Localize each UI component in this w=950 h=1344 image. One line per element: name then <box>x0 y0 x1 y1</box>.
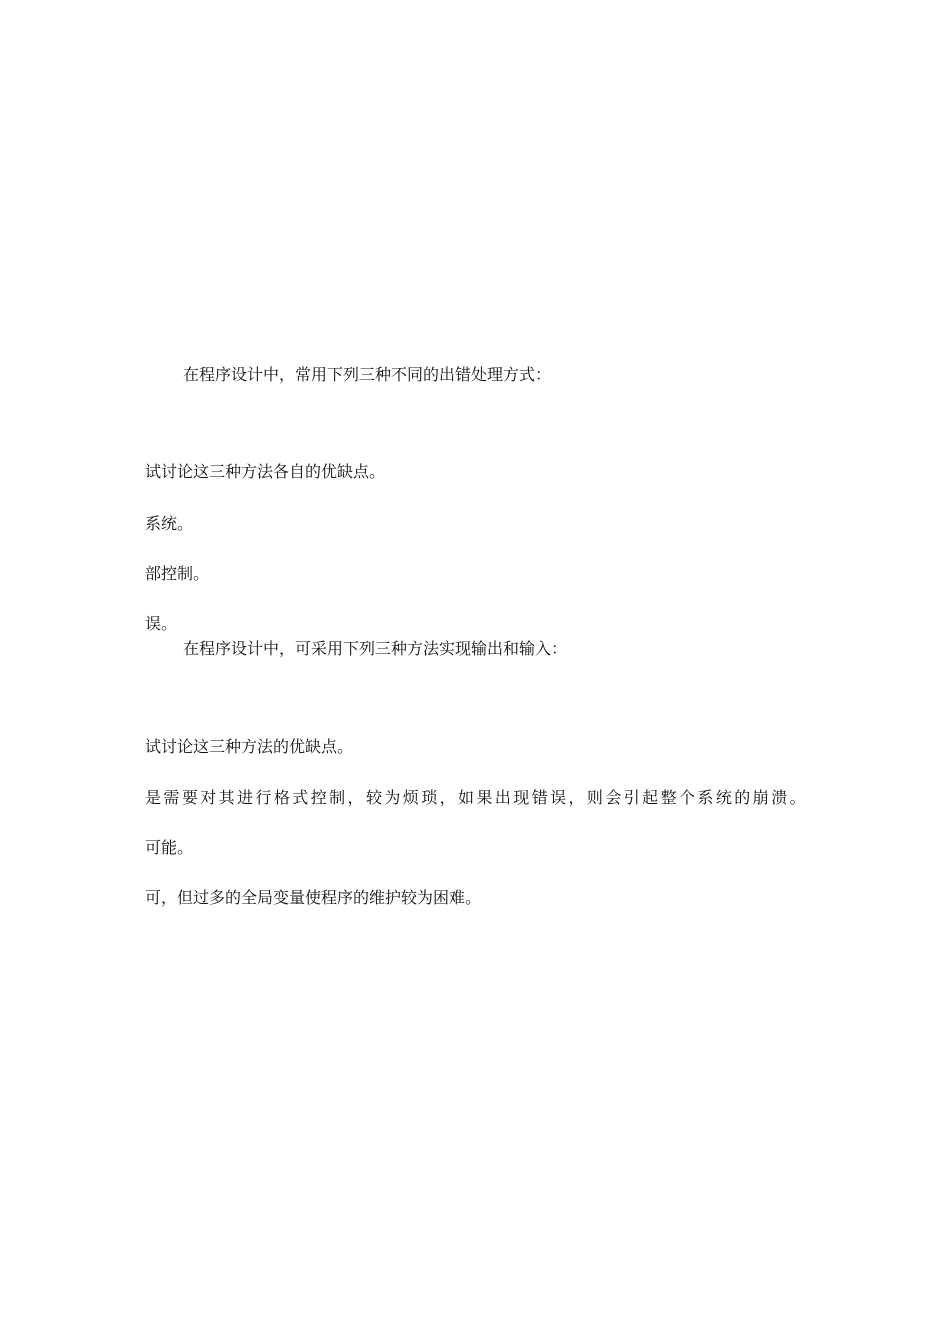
problem2-option1 <box>145 661 805 685</box>
problem1-answer2 <box>145 537 805 561</box>
problem3-intro <box>145 911 805 935</box>
problem2-option2 <box>145 686 805 710</box>
problem2-answer2 <box>145 812 805 836</box>
problem1-answer2-cont: 部控制。 <box>145 564 210 583</box>
problem1-answer3-cont: 误。 <box>145 614 178 633</box>
problem2-answer1 <box>145 761 805 785</box>
problem1-option1 <box>145 387 805 411</box>
problem1-answer1-cont: 系统。 <box>145 514 194 533</box>
problem1-option2 <box>145 411 805 435</box>
problem1-intro: 在程序设计中，常用下列三种不同的出错处理方式： <box>183 365 552 384</box>
problem2-intro: 在程序设计中，可采用下列三种方法实现输出和输入： <box>183 639 568 658</box>
problem2-answer1-cont: 是需要对其进行格式控制，较为烦琐，如果出现错误，则会引起整个系统的崩溃。 <box>145 788 805 807</box>
problem1-answer3 <box>145 588 805 612</box>
problem2-question: 试讨论这三种方法的优缺点。 <box>145 737 354 756</box>
problem2-answer3-cont: 可，但过多的全局变量使程序的维护较为困难。 <box>145 888 482 907</box>
problem1-answer1 <box>145 487 805 511</box>
problem2-answer3 <box>145 861 805 885</box>
problem1-option3 <box>145 436 805 460</box>
problem2-answer2-cont: 可能。 <box>145 838 194 857</box>
problem2-option3 <box>145 710 805 734</box>
problem1-question: 试讨论这三种方法各自的优缺点。 <box>145 462 386 481</box>
